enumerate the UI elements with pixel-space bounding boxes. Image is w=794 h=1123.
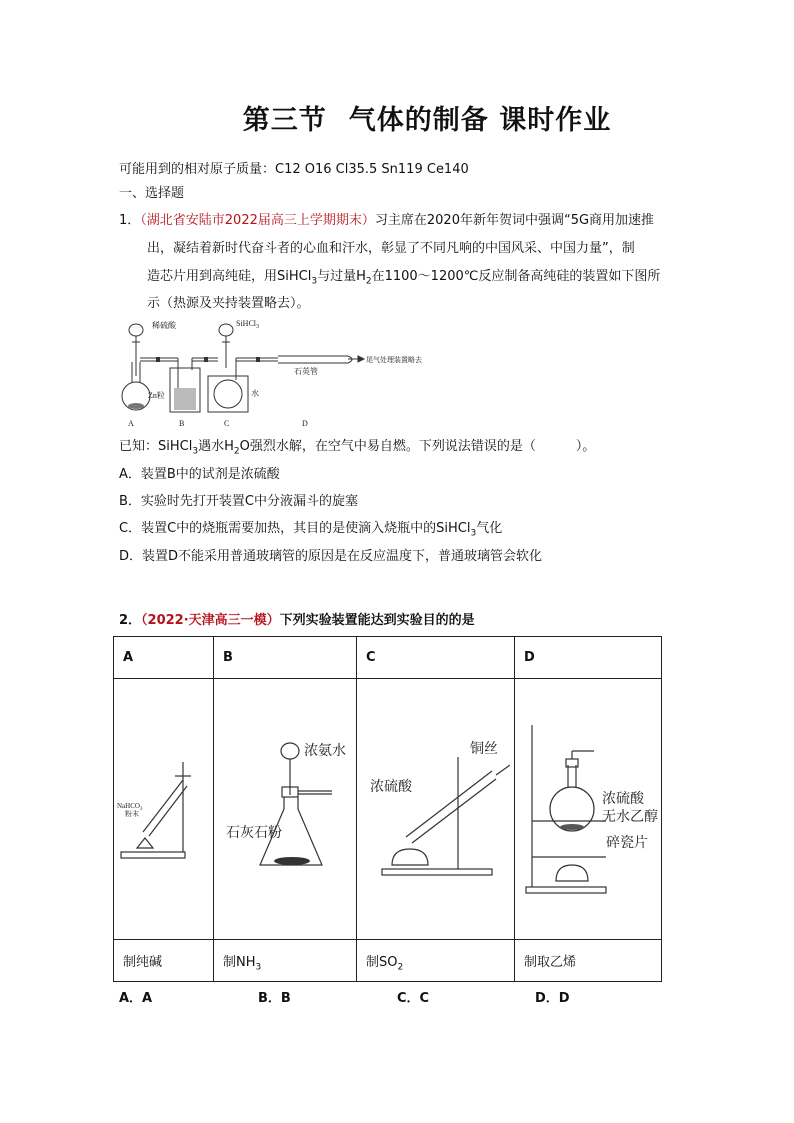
title-part1: 第三节 <box>242 105 327 136</box>
label-a: A <box>128 419 134 428</box>
header-b: B <box>214 637 357 679</box>
header-a: A <box>114 637 214 679</box>
q2-answer-d[interactable]: D．D <box>535 991 570 1006</box>
label-tail-gas: 尾气处理装置略去 <box>366 356 422 364</box>
q1-line-4: 示（热源及夹持装置略去）。 <box>147 296 310 311</box>
q1-known: 已知：SiHCl$_3$遇水$H_2O$强烈水解，在空气中易自燃。下列说法错误的是（ ）。 <box>119 439 596 457</box>
q1-option-b[interactable]: B．实验时先打开装置C中分液漏斗的旋塞 <box>119 494 358 509</box>
figure-a-heating-tube <box>115 752 213 862</box>
label-nahco3: NaHCO$_3$ <box>116 802 142 812</box>
q2-stem: 2．（2022·天津高三一模）下列实验装置能达到实验目的的是 <box>119 613 475 628</box>
label-anhydrous-ethanol: 无水乙醇 <box>601 810 658 825</box>
q1-source: （湖北省安陆市2022届高三上学期期末） <box>140 213 375 228</box>
label-copper-wire: 铜丝 <box>469 742 498 757</box>
q1-line-2: 出，凝结着新时代奋斗者的心血和汗水，彰显了不同凡响的中国风采、中国力量”，制 <box>147 241 635 256</box>
label-water: 水 <box>251 389 259 398</box>
q2-options-table <box>113 636 662 982</box>
label-dilute-sulfuric-acid: 稀硫酸 <box>152 321 176 330</box>
footer-a: 制纯碱 <box>114 940 214 982</box>
intro-line: 可能用到的相对原子质量：C12 O16 Cl35.5 Sn119 Ce140 <box>119 162 469 177</box>
figure-c-cell <box>357 679 515 940</box>
q2-source: （2022·天津高三一模） <box>141 613 280 628</box>
label-conc-sulfuric-d: 浓硫酸 <box>601 792 644 807</box>
label-b: B <box>179 419 185 428</box>
figure-d-distillation-flask <box>516 717 661 897</box>
q1-option-c[interactable]: C．装置C中的烧瓶需要加热，其目的是使滴入烧瓶中的SiHCl$_3$气化 <box>119 521 503 539</box>
q1-option-d[interactable]: D．装置D不能采用普通玻璃管的原因是在反应温度下，普通玻璃管会软化 <box>119 549 543 564</box>
figure-d-cell <box>515 679 662 940</box>
q2-answer-b[interactable]: B．B <box>258 991 291 1006</box>
label-c: C <box>224 419 230 428</box>
q2-answer-a[interactable]: A．A <box>119 991 153 1006</box>
label-powder: 粉末 <box>124 810 139 818</box>
label-conc-sulfuric-c: 浓硫酸 <box>369 780 412 795</box>
q1-line-1: 1．（湖北省安陆市2022届高三上学期期末）习主席在2020年新年贺词中强调“5G商用加速推 <box>119 213 655 228</box>
q2-answer-c[interactable]: C．C <box>397 991 430 1006</box>
label-sihcl3: SiHCl$_3$ <box>236 319 260 330</box>
q1-option-a[interactable]: A．装置B中的试剂是浓硫酸 <box>119 467 280 482</box>
page-title <box>0 98 794 137</box>
section-heading: 一、选择题 <box>119 186 185 201</box>
figure-c-tube-heating <box>362 737 510 877</box>
q1-apparatus-figure <box>118 318 438 430</box>
label-conc-ammonia: 浓氨水 <box>304 744 346 759</box>
footer-b: 制$NH_3$ <box>214 940 357 982</box>
label-quartz-tube: 石英管 <box>294 367 318 376</box>
label-porcelain-chips: 碎瓷片 <box>605 836 648 851</box>
label-limestone-powder: 石灰石粉 <box>226 826 282 841</box>
header-c: C <box>357 637 515 679</box>
title-part2: 气体的制备 课时作业 <box>348 105 612 136</box>
header-d: D <box>515 637 662 679</box>
q1-line-3: 造芯片用到高纯硅，用SiHCl$_3$与过量$H_2$在1100～1200℃反应制备高纯硅的装置如下图所 <box>147 269 661 287</box>
label-d: D <box>302 419 308 428</box>
label-zn: Zn粒 <box>148 391 165 400</box>
figure-b-cell <box>214 679 357 940</box>
footer-d: 制取乙烯 <box>515 940 662 982</box>
footer-c: 制$SO_2$ <box>357 940 515 982</box>
figure-a-cell <box>114 679 214 940</box>
figure-b-conical-flask <box>220 737 350 877</box>
